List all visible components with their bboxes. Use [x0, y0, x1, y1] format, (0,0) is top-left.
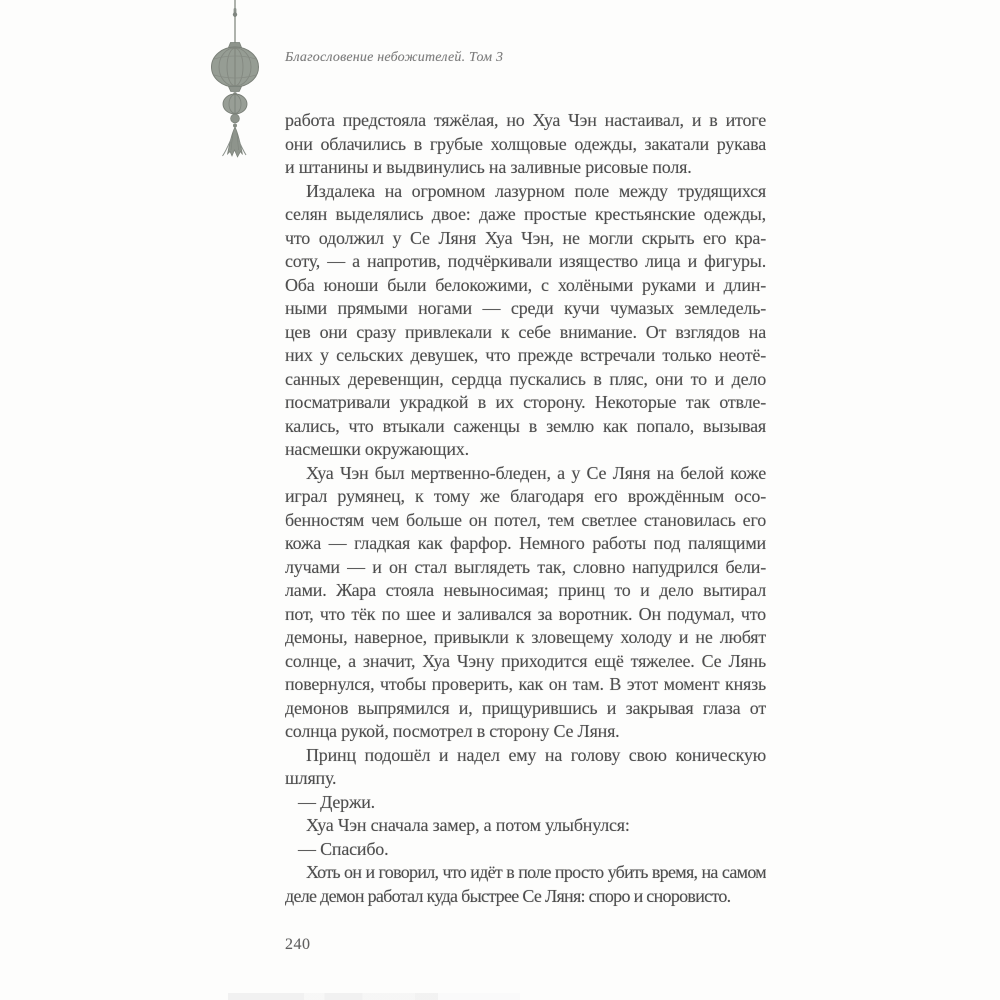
text-line: бенностям чем больше он потел, тем светлее становилась его [285, 509, 766, 530]
text-line: Принц подошёл и надел ему на голову свою коническую [306, 744, 766, 765]
scan-artifact [228, 993, 520, 1000]
body-paragraph [285, 814, 766, 838]
text-line: и штанины и выдвинулись на заливные рисовые поля. [285, 157, 692, 177]
text-line: работа предстояла тяжёлая, но Хуа Чэн настаивал, и в итоге [285, 110, 766, 130]
text-line: повернулся, чтобы проверить, как он там. В этот момент князь [285, 674, 766, 694]
page-text [285, 109, 766, 908]
text-line: Оба юноши были белокожими, с холёными руками и длин- [285, 274, 766, 295]
dialogue-paragraph [285, 791, 766, 815]
text-line: Хоть он и говорил, что идёт в поле просто убить время, на самом [306, 862, 766, 882]
dialogue-paragraph [285, 838, 766, 862]
text-line: шляпу. [285, 768, 337, 788]
text-line: они облачились в грубые холщовые одежды, закатали рукава [285, 133, 766, 154]
text-line: ными прямыми ногами — среди кучи чумазых земледель- [285, 298, 766, 318]
text-line: играл румянец, к тому же благодаря его врождённым осо- [285, 486, 766, 506]
text-line: солнца рукой, посмотрел в сторону Се Ляня. [285, 721, 620, 741]
text-line: демонов выпрямился и, прищурившись и закрывая глаза от [285, 697, 766, 718]
text-line: Хуа Чэн сначала замер, а потом улыбнулся: [306, 815, 630, 835]
running-header: Благословение небожителей. Том 3 [285, 50, 504, 65]
text-line: — Держи. [298, 791, 375, 812]
text-line: лами. Жара стояла невыносимая; принц то и дело вытирал [285, 580, 766, 600]
text-line: них у сельских девушек, что прежде встречали только неотё- [285, 345, 766, 365]
text-line: деле демон работал куда быстрее Се Ляня: споро и сноровисто. [285, 885, 731, 906]
text-line: что одолжил у Се Ляня Хуа Чэн, не могли скрыть его кра- [285, 227, 766, 248]
text-line: кались, что втыкали саженцы в землю как попало, вызывая [285, 415, 766, 436]
text-line: лучами — и он стал выглядеть так, словно напудрился бели- [285, 556, 766, 577]
text-line: демоны, наверное, привыкли к зловещему холоду и не любят [285, 627, 766, 647]
text-line: цев они сразу привлекали к себе внимание. От взглядов на [285, 321, 766, 342]
text-line: селян выделялись двое: даже простые крестьянские одежды, [285, 204, 766, 224]
body-paragraph [285, 861, 766, 908]
text-line: пот, что тёк по шее и заливался за воротник. Он подумал, что [285, 603, 766, 624]
body-paragraph [285, 109, 766, 180]
text-line: кожа — гладкая как фарфор. Немного работы под палящими [285, 533, 766, 553]
text-line: санных деревенщин, сердца пускались в пляс, они то и дело [285, 368, 766, 389]
text-line: солнце, а значит, Хуа Чэну приходится ещё тяжелее. Се Лянь [285, 650, 766, 671]
text-line: — Спасибо. [298, 838, 389, 859]
text-line: посматривали украдкой в их сторону. Некоторые так отвле- [285, 392, 766, 412]
lantern-ornament-icon [205, 0, 265, 165]
text-line: насмешки окружающих. [285, 439, 469, 459]
page-number: 240 [285, 936, 311, 953]
text-line: Хуа Чэн был мертвенно-бледен, а у Се Ляня на белой коже [306, 462, 766, 483]
text-line: Издалека на огромном лазурном поле между трудящихся [306, 180, 766, 201]
body-paragraph [285, 462, 766, 744]
body-paragraph [285, 744, 766, 791]
body-paragraph [285, 180, 766, 462]
text-line: соту, — а напротив, подчёркивали изящество лица и фигуры. [285, 251, 766, 271]
